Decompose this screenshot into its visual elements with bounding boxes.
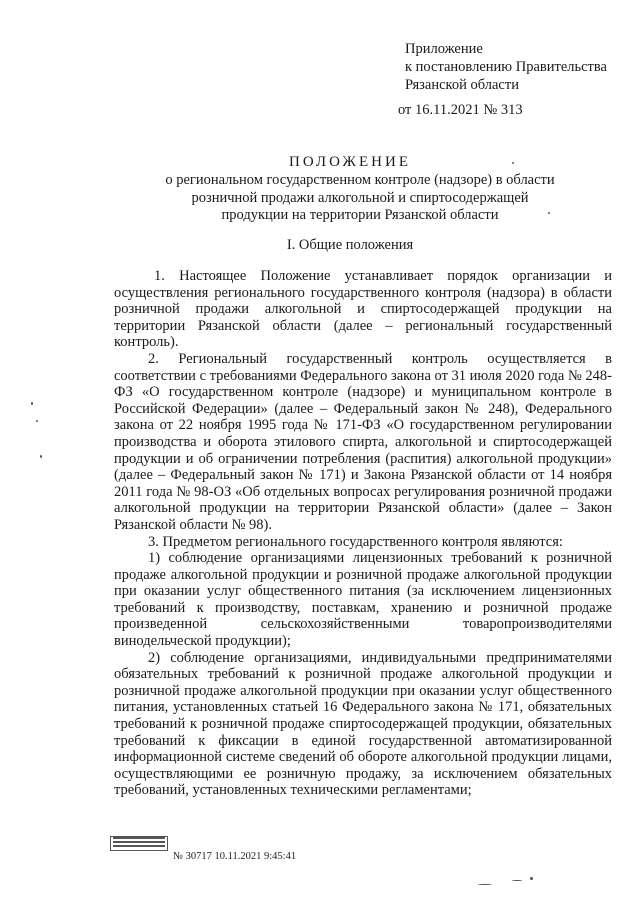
scan-speck (40, 455, 42, 458)
registry-number: № 30717 10.11.2021 9:45:41 (173, 851, 297, 862)
scan-speck (478, 884, 492, 885)
scan-speck (31, 402, 33, 405)
subtitle-line-1: о региональном государственном контроле (надзоре) в области (165, 172, 555, 188)
barcode-stamp (110, 836, 168, 851)
body-text (114, 268, 612, 799)
decree-reference: от 16.11.2021 № 313 (398, 102, 523, 118)
subtitle-line-2: розничной продажи алкогольной и спиртосодержащей (191, 189, 529, 206)
document-title: ПОЛОЖЕНИЕ (289, 154, 411, 170)
paragraph-3-item-2: 2) соблюдение организациями, индивидуальными предпринимателями обязательных требований к розничной продаже алкогольной продукции и розничной продаже алкогольной продукции при оказании услуг общественного питания, установленных статьей 16 Федерального закона № 171, обязательных требований к розничной продаже спиртосодержащей продукции, обязательных требований к фиксации в единой государственной автоматизированной информационной системе сведений об обороте алкогольной продукции лицами, осуществляющими ее розничную продажу, за исключением обязательных требований, установленных техническими регламентами; (114, 649, 612, 799)
paragraph-3-item-1: 1) соблюдение организациями лицензионных требований к розничной продаже алкогольной продукции и розничной продаже алкогольной продукции при оказании услуг общественного питания (за исключением лицензионных требований к производству, поставкам, хранению и розничной продаже произведенной сельскохозяйственными товаропроизводителями винодельческой продукции); (114, 550, 612, 650)
appendix-line-3: Рязанской области (405, 77, 519, 93)
appendix-line-1: Приложение (405, 41, 483, 57)
scan-speck (548, 212, 550, 214)
scan-speck (512, 880, 522, 881)
paragraph-1: 1. Настоящее Положение устанавливает порядок организации и осуществления регионального государственного контроля (надзора) в области розничной продажи алкогольной и спиртосодержащей продукции на территории Рязанской области (далее – региональный государственный контроль). (114, 268, 612, 351)
subtitle-line-3: продукции на территории Рязанской области (221, 207, 499, 223)
paragraph-2: 2. Региональный государственный контроль осуществляется в соответствии с требованиями Федерального закона от 31 июля 2020 года № 248-ФЗ «О государственном контроле (надзоре) и муниципальном контроле в Российской Федерации» (далее – Федеральный закон № 248), Федерального закона от 22 ноября 1995 года № 171-ФЗ «О государственном регулировании производства и оборота этилового спирта, алкогольной и спиртосодержащей продукции и об ограничении потребления (распития) алкогольной продукции» (далее – Федеральный закон № 171) и Закона Рязанской области от 14 ноября 2011 года № 98-ОЗ «Об отдельных вопросах регулирования розничной продажи алкогольной продукции на территории Рязанской области» (далее – Закон Рязанской области № 98). (114, 350, 612, 533)
scan-speck (36, 420, 38, 422)
scan-speck (512, 162, 514, 164)
appendix-block (405, 40, 607, 94)
appendix-line-2: к постановлению Правительства (405, 59, 607, 75)
document-subtitle (150, 172, 570, 225)
section-heading: I. Общие положения (286, 237, 414, 253)
scan-speck (530, 877, 533, 880)
paragraph-3: 3. Предметом регионального государственного контроля являются: (148, 533, 563, 550)
